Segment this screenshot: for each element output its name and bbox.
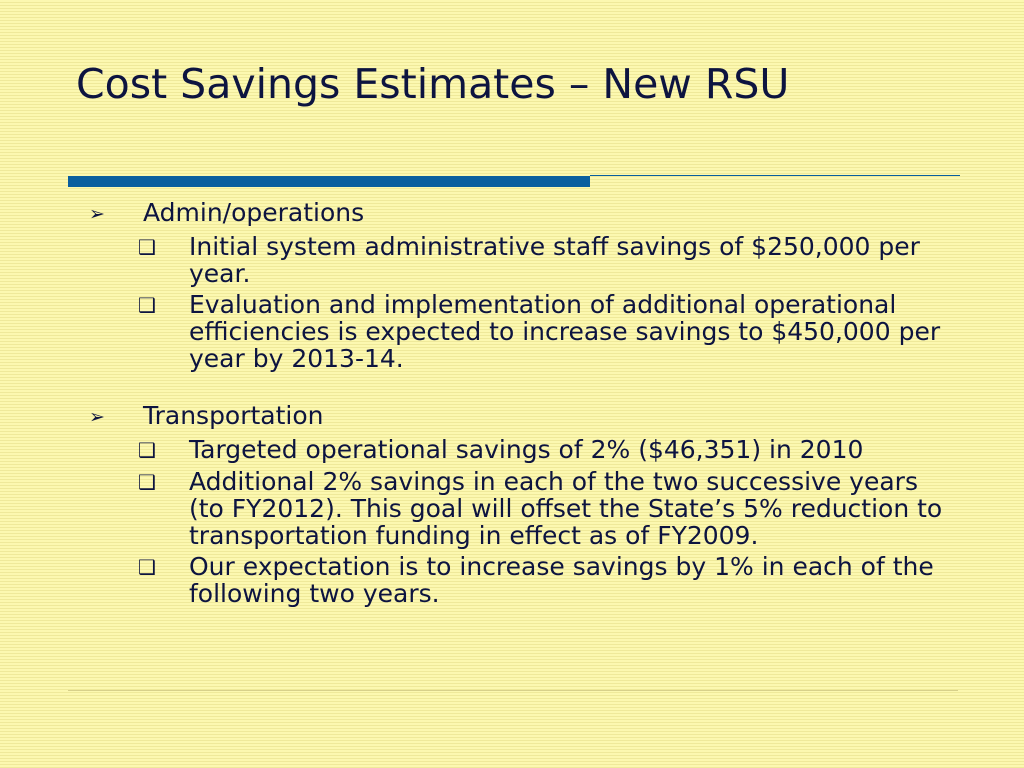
bullet-text: Evaluation and implementation of additional operational efficiencies is expected to increase savings to $450,000 per year by 2013-14. [189, 290, 941, 373]
section-heading: Admin/operations [143, 198, 365, 227]
bullet-text: Initial system administrative staff savings of $250,000 per year. [189, 232, 920, 288]
slide-title: Cost Savings Estimates – New RSU [76, 60, 790, 108]
section-heading: Transportation [143, 401, 324, 430]
checkbox-bullet-icon: ❑ [138, 235, 156, 259]
section-transportation [86, 401, 966, 607]
footer-divider [68, 690, 958, 691]
checkbox-bullet-icon: ❑ [138, 470, 156, 494]
section-admin-operations [86, 198, 966, 372]
level2-item [138, 468, 966, 549]
level2-item [138, 291, 966, 372]
level2-item [138, 553, 966, 607]
level1-item [86, 198, 966, 229]
arrowhead-bullet-icon: ➢ [89, 406, 105, 428]
bullet-text: Additional 2% savings in each of the two successive years (to FY2012). This goal will offset the State’s 5% reduction to transportation funding in effect as of FY2009. [189, 467, 943, 550]
bullet-text: Targeted operational savings of 2% ($46,351) in 2010 [189, 435, 864, 464]
level2-item [138, 436, 966, 464]
slide-body [86, 198, 966, 607]
title-underline-thin [590, 175, 960, 176]
checkbox-bullet-icon: ❑ [138, 293, 156, 317]
title-underline-thick [68, 176, 590, 187]
checkbox-bullet-icon: ❑ [138, 438, 156, 462]
bullet-text: Our expectation is to increase savings by 1% in each of the following two years. [189, 552, 934, 608]
checkbox-bullet-icon: ❑ [138, 555, 156, 579]
arrowhead-bullet-icon: ➢ [89, 203, 105, 225]
level2-item [138, 233, 966, 287]
level1-item [86, 401, 966, 432]
